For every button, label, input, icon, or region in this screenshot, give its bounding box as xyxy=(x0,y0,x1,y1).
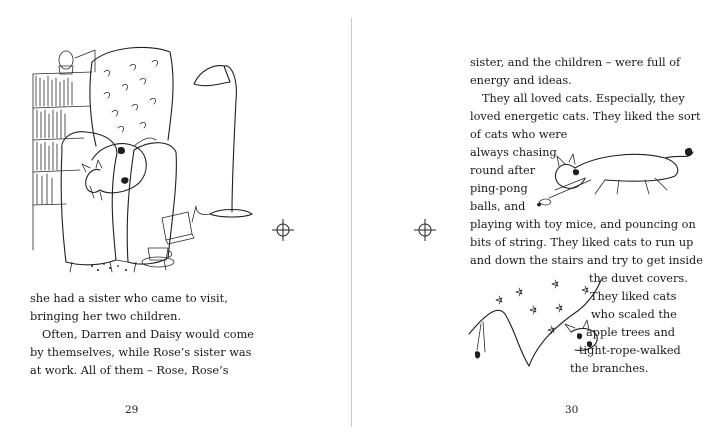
right-text-line-4: loved energetic cats. They liked the sort xyxy=(470,110,701,123)
right-text-line-8: ping-pong xyxy=(470,182,528,195)
right-text-line-14: They liked cats xyxy=(590,290,677,303)
page-gutter xyxy=(351,18,352,427)
left-text-line-4: by themselves, while Rose’s sister was xyxy=(30,346,252,359)
page-number-right: 30 xyxy=(565,404,579,416)
right-text-line-3: They all loved cats. Especially, they xyxy=(482,92,685,105)
left-text-line-3: Often, Darren and Daisy would come xyxy=(42,328,254,341)
right-page xyxy=(353,0,708,437)
right-text-line-16: apple trees and xyxy=(586,326,676,339)
left-page xyxy=(0,0,352,437)
right-text-line-6: always chasing xyxy=(470,146,557,159)
floor-books-drawing xyxy=(162,212,194,244)
sleeping-cat-drawing xyxy=(82,138,156,200)
armchair-cat-illustration xyxy=(0,0,352,285)
page-number-left: 29 xyxy=(125,404,139,416)
armchair-drawing xyxy=(61,47,176,272)
floor-lamp-drawing xyxy=(192,66,252,222)
right-text-line-13: the duvet covers. xyxy=(589,272,688,285)
right-text-line-17: tight-rope-walked xyxy=(579,344,681,357)
right-text-line-11: bits of string. They liked cats to run up xyxy=(470,236,694,249)
right-text-line-1: sister, and the children – were full of xyxy=(470,56,681,69)
right-text-line-5: of cats who were xyxy=(470,128,568,141)
registration-mark-left xyxy=(272,219,294,241)
right-text-line-12: and down the stairs and try to get inside xyxy=(470,254,703,267)
bookshelf-drawing xyxy=(33,50,95,250)
right-text-line-7: round after xyxy=(470,164,536,177)
left-text-line-5: at work. All of them – Rose, Rose’s xyxy=(30,364,229,377)
right-text-line-10: playing with toy mice, and pouncing on xyxy=(470,218,696,231)
right-text-line-9: balls, and xyxy=(470,200,526,213)
cat-chasing-mouse-illustration xyxy=(535,136,705,216)
left-text-line-2: bringing her two children. xyxy=(30,310,182,323)
registration-mark-right xyxy=(414,219,436,241)
left-text-line-1: she had a sister who came to visit, xyxy=(30,292,228,305)
right-text-line-2: energy and ideas. xyxy=(470,74,572,87)
right-text-line-15: who scaled the xyxy=(591,308,677,321)
right-text-line-18: the branches. xyxy=(570,362,649,375)
